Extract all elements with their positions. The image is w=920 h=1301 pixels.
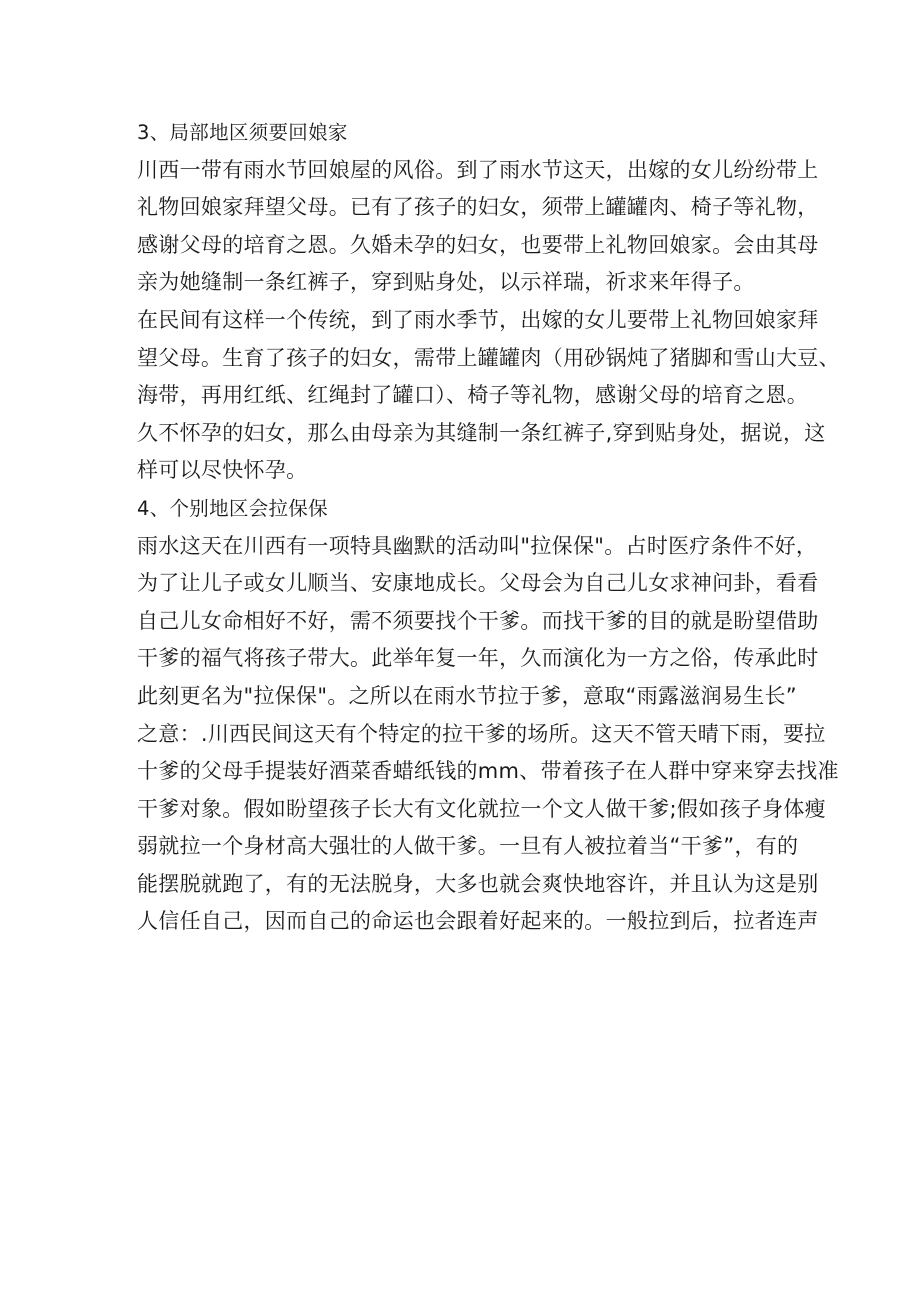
document-body (137, 114, 840, 941)
paragraph-line: 礼物回娘家拜望父母。已有了孩子的妇女，须带上罐罐肉、椅子等礼物， (137, 195, 819, 220)
paragraph-line: 人信任自己，因而自己的命运也会跟着好起来的。一般拉到后，拉者连声 (137, 909, 819, 934)
paragraph-line: 之意：.川西民间这天有个特定的拉干爹的场所。这天不管天晴下雨，要拉 (137, 721, 826, 746)
paragraph-line: 为了让儿子或女儿顺当、安康地成长。父母会为自己儿女求神问卦，看看 (137, 571, 819, 596)
paragraph-line: 望父母。生育了孩子的妇女，需带上罐罐肉（用砂锅炖了猪脚和雪山大豆、 (137, 345, 840, 370)
paragraph-line: 十爹的父母手提装好酒菜香蜡纸钱的mm、带着孩子在人群中穿来穿去找准 (137, 759, 839, 784)
section-heading-4: 4、个别地区会拉保保 (137, 496, 328, 520)
paragraph-line: 感谢父母的培育之恩。久婚未孕的妇女，也要带上礼物回娘家。会由其母 (137, 232, 819, 257)
paragraph-line: 在民间有这样一个传统，到了雨水季节，出嫁的女儿要带上礼物回娘家拜 (137, 307, 819, 332)
section-heading-3: 3、局部地区须要回娘家 (137, 121, 348, 144)
paragraph-line: 久不怀孕的妇女，那么由母亲为其缝制一条红裤子,穿到贴身处，据说，这 (137, 420, 826, 445)
paragraph-line: 雨水这天在川西有一项特具幽默的活动叫"拉保保"。占时医疗条件不好， (137, 533, 818, 558)
paragraph-line: 亲为她缝制一条红裤子，穿到贴身处，以示祥瑞，祈求来年得子。 (137, 270, 755, 295)
paragraph-line: 样可以尽快怀孕。 (137, 458, 308, 483)
paragraph-line: 弱就拉一个身材高大强壮的人做干爹。一旦有人被拉着当“干爹”，有的 (137, 834, 799, 859)
paragraph-line: 此刻更名为"拉保保"。之所以在雨水节拉于爹，意取“雨露滋润易生长” (137, 683, 797, 708)
paragraph-line: 干爹对象。假如盼望孩子长大有文化就拉一个文人做干爹;假如孩子身体瘦 (137, 796, 826, 821)
paragraph-line: 海带，再用红纸、红绳封了罐口）、椅子等礼物，感谢父母的培育之恩。 (137, 383, 809, 408)
paragraph-line: 干爹的福气将孩子带大。此举年复一年，久而演化为一方之俗，传承此时 (137, 646, 819, 671)
paragraph-line: 能摆脱就跑了，有的无法脱身，大多也就会爽快地容许，并且认为这是别 (137, 871, 819, 896)
paragraph-line: 自己儿女命相好不好，需不须要找个干爹。而找干爹的目的就是盼望借助 (137, 608, 819, 633)
paragraph-line: 川西一带有雨水节回娘屋的风俗。到了雨水节这天，出嫁的女儿纷纷带上 (137, 157, 819, 182)
